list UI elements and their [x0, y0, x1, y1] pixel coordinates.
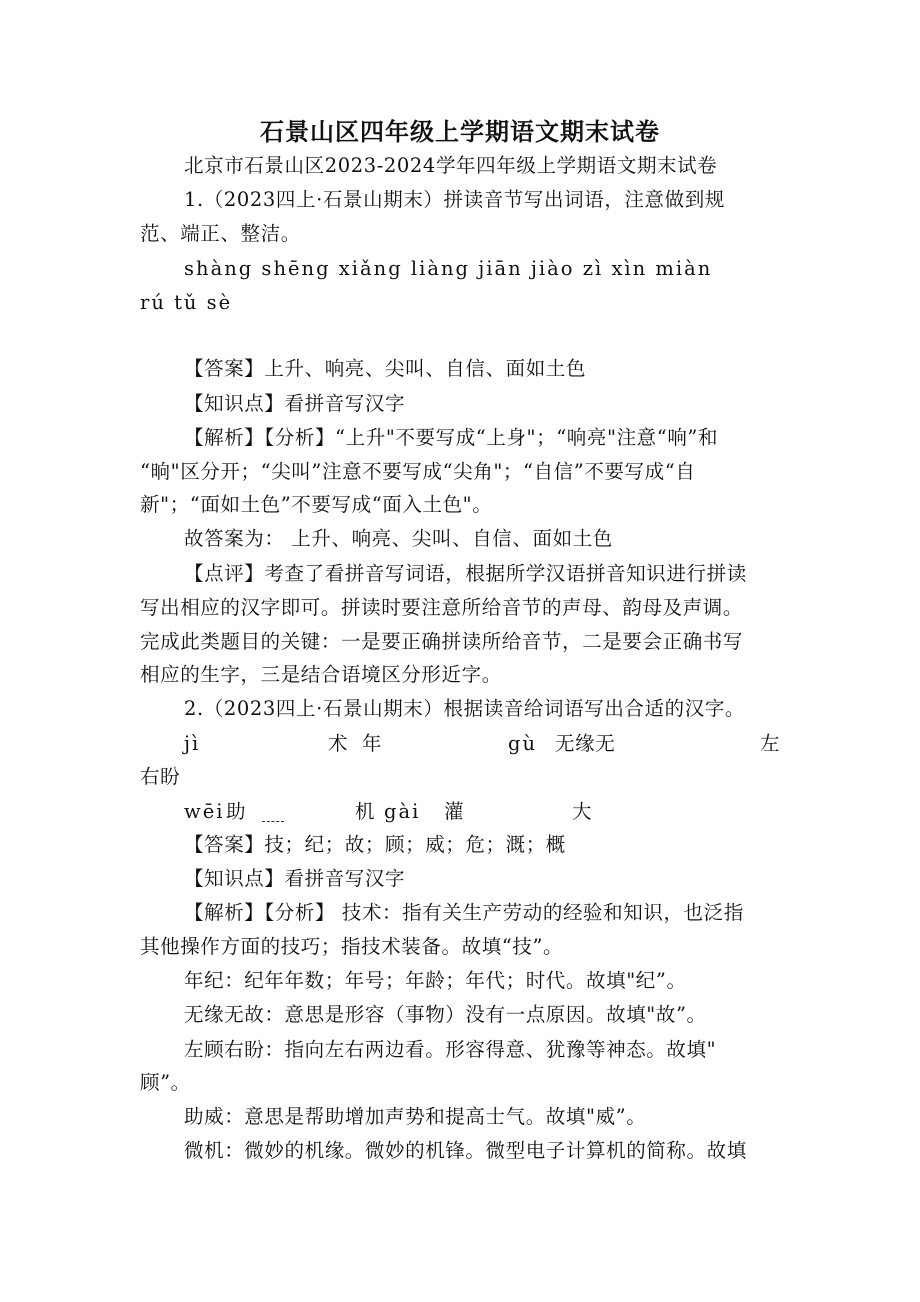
pinyin-prompt: wēi — [184, 800, 225, 823]
word-fragment: 助 — [226, 800, 247, 823]
fill-in-row-continuation: 右盼 — [140, 765, 181, 788]
question-1-line: 范、端正、整洁。 — [140, 222, 301, 245]
knowledge-line: 【知识点】看拼音写汉字 — [184, 392, 406, 415]
pinyin-prompt: gù — [508, 732, 538, 755]
analysis-line: 顾”。 — [140, 1071, 191, 1094]
analysis-line: 无缘无故：意思是形容（事物）没有一点原因。故填"故”。 — [184, 1003, 707, 1026]
page-title: 石景山区四年级上学期语文期末试卷 — [260, 118, 660, 146]
word-fragment: 左 — [760, 732, 781, 755]
comment-line: 写出相应的汉字即可。拼读时要注意所给音节的声母、韵母及声调。 — [140, 596, 744, 619]
word-fragment: 无缘无 — [555, 732, 616, 755]
analysis-line: 其他操作方面的技巧；指技术装备。故填“技”。 — [140, 935, 564, 958]
comment-line: 完成此类题目的关键：一是要正确拼读所给音节，二是要会正确书写 — [140, 630, 744, 653]
word-fragment: 年 — [362, 732, 383, 755]
answer-line: 【答案】上升、响亮、尖叫、自信、面如土色 — [184, 357, 587, 380]
comment-line: 相应的生字，三是结合语境区分形近字。 — [140, 663, 502, 686]
analysis-line: 年纪：纪年年数；年号；年龄；年代；时代。故填"纪”。 — [184, 969, 687, 992]
answer-summary-line: 故答案为： 上升、响亮、尖叫、自信、面如土色 — [184, 527, 613, 550]
subtitle: 北京市石景山区2023-2024学年四年级上学期语文期末试卷 — [184, 154, 718, 177]
word-fragment: 灌 — [444, 800, 465, 823]
analysis-line: 新"；“面如土色”不要写成“面入土色"。 — [140, 493, 493, 516]
word-fragment: 术 — [328, 732, 349, 755]
analysis-line: 左顾右盼：指向左右两边看。形容得意、犹豫等神态。故填" — [184, 1038, 717, 1061]
comment-line: 【点评】考查了看拼音写词语，根据所学汉语拼音知识进行拼读 — [184, 562, 747, 585]
pinyin-prompt: jì — [184, 732, 201, 755]
word-fragment: 大 — [572, 800, 593, 823]
answer-line: 【答案】技；纪；故；顾；威；危；溉；概 — [184, 833, 566, 856]
question-2-line: 2.（2023四上·石景山期末）根据读音给词语写出合适的汉字。 — [184, 697, 746, 720]
pinyin-line: shàng shēng xiǎng liàng jiān jiào zì xìn miàn — [184, 257, 713, 280]
pinyin-line: rú tǔ sè — [140, 291, 233, 314]
question-1-line: 1.（2023四上·石景山期末）拼读音节写出词语，注意做到规 — [184, 188, 725, 211]
word-fragment: 机 — [355, 800, 376, 823]
analysis-line: “晌"区分开；“尖叫”注意不要写成“尖角"；“自信”不要写成“自 — [140, 460, 696, 483]
analysis-line: 【解析】【分析】 技术：指有关生产劳动的经验和知识，也泛指 — [184, 901, 744, 924]
answer-blank — [262, 805, 284, 822]
knowledge-line: 【知识点】看拼音写汉字 — [184, 867, 406, 890]
analysis-line: 微机：微妙的机缘。微妙的机锋。微型电子计算机的简称。故填 — [184, 1139, 747, 1162]
analysis-line: 助威：意思是帮助增加声势和提高士气。故填"威”。 — [184, 1105, 647, 1128]
pinyin-prompt: gài — [384, 800, 421, 823]
analysis-line: 【解析】【分析】“上升"不要写成“上身"；“响亮"注意“响”和 — [184, 426, 719, 449]
